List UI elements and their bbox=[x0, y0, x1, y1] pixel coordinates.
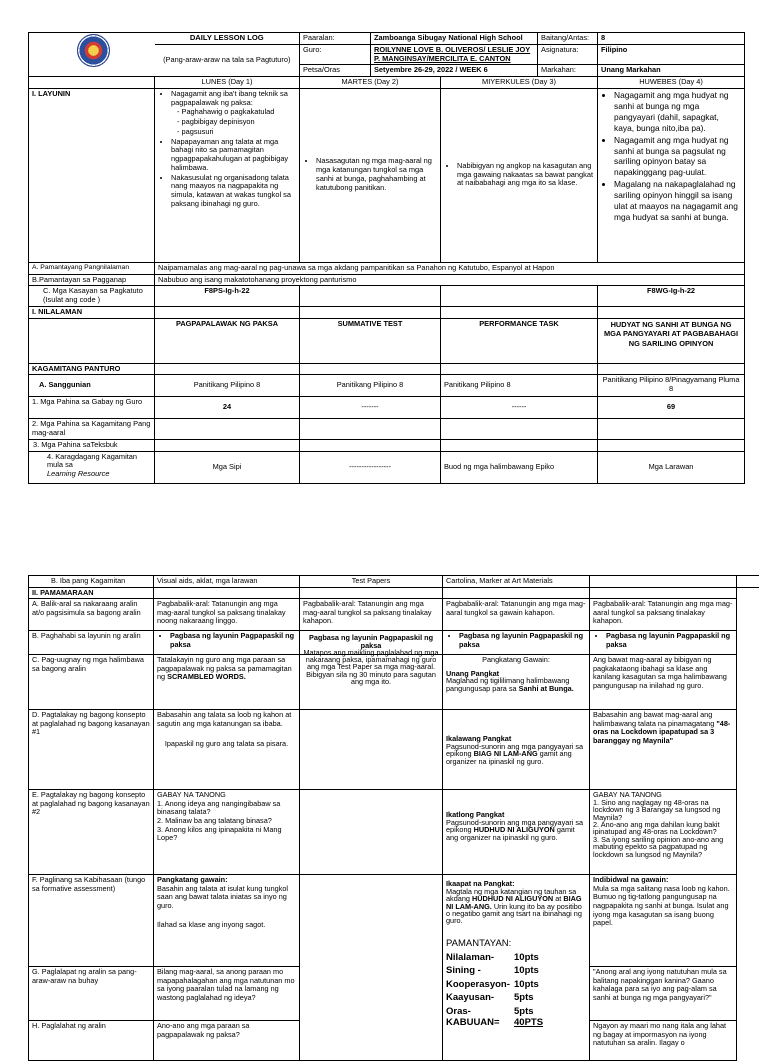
row-e-label: E. Pagtalakay ng bagong konsepto at paglalahad ng bagong kasanayan #2 bbox=[29, 790, 154, 875]
pamamaraan-label: II. PAMAMARAAN bbox=[29, 587, 154, 599]
row-f-day3-bold2: BIAG NI LAM-ANG. bbox=[446, 894, 582, 911]
karagdagang-label bbox=[29, 451, 155, 483]
row-f-day3 bbox=[443, 875, 590, 1061]
gabay-day4: 69 bbox=[598, 397, 745, 419]
row-d-day1 bbox=[154, 710, 300, 790]
log-title: DAILY LESSON LOG bbox=[155, 33, 300, 45]
pamantayang-label: A. Pamantayang Pangnilalaman bbox=[29, 262, 155, 274]
pamantayan-points: 5pts bbox=[514, 1005, 534, 1017]
row-f-day3-text2: Urin kung ito ba ay positibo o negatibo gamit ang tsart na ibinahagi ng guro. bbox=[446, 901, 582, 926]
pamantayang-value: Naipamamalas ang mag-aaral ng pag-unawa sa mga akdang pampanitikan sa Panahon ng Katutubo, Espanyol at Hapon bbox=[155, 262, 745, 274]
day-header-4: HUWEBES (Day 4) bbox=[598, 77, 745, 89]
karagdagang-day3: Buod ng mga halimbawang Epiko bbox=[441, 451, 598, 483]
karagdagang-label-line2: Learning Resource bbox=[47, 468, 110, 478]
row-e-day1-question: 2. Malinaw ba ang talatang binasa? bbox=[157, 816, 272, 826]
row-a-label: A. Balik-aral sa nakaraang aralin at/o pagsisimula sa bagong aralin bbox=[29, 599, 154, 631]
row-h-day4: Ngayon ay maari mo nang itala ang lahat ng bagay at impormasyon na iyong natutuhan sa aralin. Ilagay o bbox=[590, 1021, 737, 1061]
karagdagang-day4: Mga Larawan bbox=[598, 451, 745, 483]
row-f-day1 bbox=[154, 875, 300, 967]
row-d-day1-note: Ipapaskil ng guro ang talata sa pisara. bbox=[164, 739, 289, 749]
row-c-label: C. Pag-uugnay ng mga halimbawa sa bagong aralin bbox=[29, 655, 154, 710]
pamantayan-rubric bbox=[446, 937, 586, 1029]
row-g-day1: Bilang mag-aaral, sa anong paraan mo mapapahalagahan ang mga natutunan mo sa iyong paaralan tulad na lamang ng wastong paglalahad ng ideya? bbox=[154, 967, 300, 1021]
row-d-day3 bbox=[443, 710, 590, 790]
layunin-d1-sub-item: - Paghahawig o pagkakatulad bbox=[186, 108, 296, 117]
pamantayan-total-value: 40PTS bbox=[514, 1017, 544, 1029]
row-a-day3: Pagbabalik-aral: Tatanungin ang mga mag-aaral tungkol sa gawain kahapon. bbox=[443, 599, 590, 631]
row-e-day1-question: 3. Anong kilos ang ipinapakita ni Mang Lope? bbox=[157, 824, 282, 843]
layunin-d1-item: • Nagagamit ang iba't ibang teknik sa pagpapalawak ng paksa: bbox=[171, 90, 296, 107]
row-f-day4-text: Mula sa mga salitang nasa loob ng kahon. Bumuo ng tig-tatlong pangungusap na nagpapakita ng sanhi at bunga. Isulat ang iyong mga kasagutan sa isang buong papel. bbox=[593, 883, 730, 928]
row-c-day3 bbox=[443, 655, 590, 710]
row-c-day1-text: Tatalakayin ng guro ang mga paraan sa pagpapalawak ng paksa sa pamamagitan ng bbox=[157, 655, 292, 682]
layunin-day2 bbox=[300, 88, 441, 262]
row-b-day4-item: • Pagbasa ng layunin Pagpapaskil ng paksa bbox=[606, 632, 733, 649]
row-e-day4-question: 1. Sino ang naglagay ng 48-oras na lockdown ng 3 Barangay sa lungsod ng Maynila? bbox=[593, 797, 721, 822]
row-f-day3-bold1: HUDHUD NI ALIGUYON bbox=[471, 894, 554, 904]
layunin-d4-item: • Nagagamit ang mga hudyat ng sanhi at bunga ng mga pangyayari (dahil, sapagkat, kaya, bunga nito,iba pa). bbox=[614, 90, 741, 134]
nilalaman-day1: PAGPAPALAWAK NG PAKSA bbox=[155, 318, 300, 363]
row-b-label: B. Paghahabi sa layunin ng aralin bbox=[29, 631, 154, 655]
pamantayan-points: 10pts bbox=[514, 951, 539, 963]
row-e-day1 bbox=[154, 790, 300, 875]
pamantayan-points: 5pts bbox=[514, 992, 534, 1004]
teacher-value: ROILYNNE LOVE B. OLIVEROS/ LESLIE JOY P. MANGINSAY/MERCILITA E. CANTON bbox=[371, 44, 538, 64]
pamantayan-row bbox=[446, 964, 586, 977]
pamantayan-points: 10pts bbox=[514, 978, 539, 990]
row-e-day4 bbox=[590, 790, 737, 875]
row-d-day3-group2: Ikalawang Pangkat bbox=[446, 734, 512, 744]
gabay-label: 1. Mga Pahina sa Gabay ng Guro bbox=[29, 397, 155, 419]
quarter-label: Markahan: bbox=[538, 65, 598, 77]
layunin-d4-item: • Nagagamit ang mga hudyat ng sanhi at bunga sa pagsulat ng sariling opinyon batay sa napakinggang pag-uulat. bbox=[614, 135, 741, 179]
kasanayan-label: C. Mga Kasayan sa Pagkatuto (Isulat ang code ) bbox=[29, 286, 155, 306]
nilalaman-day3: PERFORMANCE TASK bbox=[441, 318, 598, 363]
quarter-value: Unang Markahan bbox=[598, 65, 745, 77]
row-d-day1-text: Babasahin ang talata sa loob ng kahon at sagutin ang mga katanungan sa ibaba. bbox=[157, 710, 292, 728]
pamantayan-criterion: Sining - bbox=[446, 965, 481, 977]
row-c-day3-text: Maglahad ng tigililimang halimbawang pangungusap para sa bbox=[446, 676, 570, 693]
day-header-2: MARTES (Day 2) bbox=[300, 77, 441, 89]
layunin-d1-item: • Nakasusulat ng organisadong talata nang maayos na nagpapakita ng simula, katawan at wakas tungkol sa paksang ibinahagi ng guro. bbox=[171, 174, 296, 209]
row-d-day4 bbox=[590, 710, 737, 790]
row-a-day4: Pagbabalik-aral: Tatanungin ang mga mag-aaral tungkol sa paksang tinalakay kahapon. bbox=[590, 599, 737, 631]
kagamitan-label: KAGAMITANG PANTURO bbox=[29, 363, 155, 375]
deped-seal-icon bbox=[77, 34, 110, 67]
row-b-day4 bbox=[590, 631, 737, 655]
paganap-label: B.Pamantayan sa Pagganap bbox=[29, 274, 155, 286]
row-h-day1: Ano-ano ang mga paraan sa pagpapalawak ng paksa? bbox=[154, 1021, 300, 1061]
subject-value: Filipino bbox=[598, 44, 745, 64]
sanggunian-day2: Panitikang Pilipino 8 bbox=[300, 375, 441, 397]
row-c-day3-group1: Unang Pangkat bbox=[446, 668, 500, 678]
day-header-blank bbox=[29, 77, 155, 89]
sanggunian-label: A. Sanggunian bbox=[29, 375, 155, 397]
row-f-day1-note: Ilahad sa klase ang inyong sagot. bbox=[157, 919, 266, 929]
layunin-d4-item: • Magalang na nakapaglalahad ng sariling opinyon hinggil sa isang ulat at maayos na nagagamit ang mga hudyat sa sanhi at bunga. bbox=[614, 179, 741, 223]
pamantayan-row bbox=[446, 978, 586, 991]
kagamitang-pahina-label: 2. Mga Pahina sa Kagamitang Pang mag-aaral bbox=[29, 419, 155, 439]
row-e-day3-group3: Ikatlong Pangkat bbox=[446, 810, 505, 820]
day-header-1: LUNES (Day 1) bbox=[155, 77, 300, 89]
row-e-day1-head: GABAY NA TANONG bbox=[157, 790, 226, 800]
row-b-day3 bbox=[443, 631, 590, 655]
row-c-day3-head: Pangkatang Gawain: bbox=[482, 655, 550, 665]
teksbuk-label: 3. Mga Pahina saTeksbuk bbox=[29, 439, 155, 451]
code-day4: F8WG-Ig-h-22 bbox=[598, 286, 745, 306]
row-e-day3-bold: HUDHUD NI ALIGUYON bbox=[473, 825, 555, 835]
layunin-d1-item: • Napapayaman ang talata at mga bahagi nito sa pamamagitan ngpagpapakahulugan at pagbibigay halimbawa. bbox=[171, 138, 296, 173]
row-a-day2: Pagbabalik-aral: Tatanungin ang mga mag-aaral tungkol sa paksang tinalakay kahapon. bbox=[300, 599, 443, 631]
row-d-day3-bold: BIAG NI LAM-ANG bbox=[473, 749, 538, 759]
school-label: Paaralan: bbox=[300, 33, 371, 45]
grade-value: 8 bbox=[598, 33, 745, 45]
pamantayan-list bbox=[446, 951, 586, 1018]
nilalaman-day2: SUMMATIVE TEST bbox=[300, 318, 441, 363]
school-value: Zamboanga Sibugay National High School bbox=[371, 33, 538, 45]
date-label: Petsa/Oras bbox=[300, 65, 371, 77]
pamantayan-total-label: KABUUAN= bbox=[446, 1017, 500, 1029]
date-value: Setyembre 26-29, 2022 / WEEK 6 bbox=[371, 65, 538, 77]
sanggunian-day1: Panitikang Pilipino 8 bbox=[155, 375, 300, 397]
pamantayan-row bbox=[446, 951, 586, 964]
lesson-log-table-page1 bbox=[28, 32, 745, 484]
row-f-day3-and: at bbox=[553, 894, 564, 904]
row-f-label: F. Paglinang sa Kabihasaan (tungo sa formative assessment) bbox=[29, 875, 154, 967]
layunin-d2-item: • Nasasagutan ng mga mag-aaral ng mga katanungan tungkol sa mga sanhi at bunga, paghahambing at katutubong panitikan. bbox=[316, 157, 437, 192]
teacher-label: Guro: bbox=[300, 44, 371, 64]
pamantayan-points: 10pts bbox=[514, 965, 539, 977]
row-e-day4-question: 3. Sa iyong sariling opinion ano-ano ang mabuting epekto sa pagpatupad ng lockdown sa lungsod ng Maynila? bbox=[593, 834, 724, 859]
row-e-day3-text2: gamit ang organizer na ipinaskil ng guro. bbox=[446, 825, 575, 842]
karagdagang-label-line1: 4. Karagdagang Kagamitan mula sa bbox=[47, 451, 137, 470]
row-a-day1: Pagbabalik-aral: Tatanungin ang mga mag-aaral tungkol sa paksang tinalakay noong nakaraang linggo. bbox=[154, 599, 300, 631]
row-e-day1-question: 1. Anong ideya ang nangingibabaw sa binasang talata? bbox=[157, 798, 281, 817]
row-f-day1-text: Basahin ang talata at isulat kung tungkol saan ang bawat talata iniatas sa inyo ng guro. bbox=[157, 883, 289, 911]
pamantayan-criterion: Kaayusan- bbox=[446, 992, 495, 1004]
gabay-day2: ------- bbox=[300, 397, 441, 419]
row-d-day3-text: Pagsunod-sunorin ang mga pangyayari sa epikong bbox=[446, 741, 584, 759]
row-e-day4-question: 2. Ano-ano ang mga dahilan kung bakit ipinatupad ang 48-oras na Lockdown? bbox=[593, 819, 720, 837]
iba-day2: Test Papers bbox=[300, 576, 443, 588]
row-d-day4-text: Babasahin ang bawat mag-aaral ang halimbawang talata na pinamagatang bbox=[593, 710, 717, 728]
row-d-day4-bold: "48-oras na Lockdown ipapatupad sa 3 baranggay ng Maynila" bbox=[593, 718, 731, 746]
row-b-day2-item: Pagbasa ng layunin Pagpapaskil ng paksa bbox=[308, 633, 434, 650]
row-c-day2 bbox=[300, 633, 443, 710]
pamantayan-row bbox=[446, 991, 586, 1004]
row-d-day3-text2: gamit ang organizer na ipinaskil ng guro. bbox=[446, 749, 572, 766]
row-b-day1-item: • Pagbasa ng layunin Pagpapaskil ng paksa bbox=[170, 632, 296, 649]
code-day1: F8PS-Ig-h-22 bbox=[155, 286, 300, 306]
gabay-day3: ------ bbox=[441, 397, 598, 419]
karagdagang-day2: ----------------- bbox=[300, 451, 441, 483]
pamantayan-criterion: Oras- bbox=[446, 1005, 471, 1017]
layunin-day4 bbox=[598, 88, 745, 262]
grade-label: Baitang/Antas: bbox=[538, 33, 598, 45]
karagdagang-day1: Mga Sipi bbox=[155, 451, 300, 483]
layunin-d1-sub-item: - pagbibigay depinisyon bbox=[186, 118, 296, 127]
gabay-day1: 24 bbox=[155, 397, 300, 419]
nilalaman-label: I. NILALAMAN bbox=[29, 306, 155, 318]
sanggunian-day3: Panitikang Pilipino 8 bbox=[441, 375, 598, 397]
log-subtitle: (Pang-araw-araw na tala sa Pagtuturo) bbox=[155, 44, 300, 76]
row-e-day3 bbox=[443, 790, 590, 875]
layunin-label: I. LAYUNIN bbox=[29, 88, 155, 262]
iba-day1: Visual aids, aklat, mga larawan bbox=[154, 576, 300, 588]
row-h-label: H. Paglalahat ng aralin bbox=[29, 1021, 154, 1061]
subject-label: Asignatura: bbox=[538, 44, 598, 64]
row-f-day4 bbox=[590, 875, 737, 967]
layunin-day1 bbox=[155, 88, 300, 262]
row-d-label: D. Pagtalakay ng bagong konsepto at paglalahad ng bagong kasanayan #1 bbox=[29, 710, 154, 790]
row-b-day3-item: • Pagbasa ng layunin Pagpapaskil ng paksa bbox=[459, 632, 586, 649]
row-g-day4: "Anong aral ang iyong natutuhan mula sa balitang napakinggan kanina? Gaano kahalaga para sa iyo ang pag-alam sa sanhi at bunga ng mga pangyayari?" bbox=[590, 967, 737, 1021]
pamantayan-row bbox=[446, 1005, 586, 1018]
lesson-log-table-page2 bbox=[28, 575, 759, 1061]
layunin-d1-sub-item: - pagsusuri bbox=[186, 128, 296, 137]
row-f-day3-text: Magtala ng mga katangian ng tauhan sa akdang bbox=[446, 886, 577, 904]
row-f-day1-head: Pangkatang gawain: bbox=[157, 875, 228, 885]
pamantayan-total bbox=[446, 1018, 586, 1028]
row-f-day3-group4: Ikaapat na Pangkat: bbox=[446, 879, 515, 889]
day-header-3: MIYERKULES (Day 3) bbox=[441, 77, 598, 89]
row-g-label: G. Paglalapat ng aralin sa pang-araw-araw na buhay bbox=[29, 967, 154, 1021]
nilalaman-day4: HUDYAT NG SANHI AT BUNGA NG MGA PANGYAYARI AT PAGBABAHAGI NG SARILING OPINYON bbox=[598, 318, 745, 363]
sanggunian-day4: Panitikang Pilipino 8/Pinagyamang Pluma 8 bbox=[598, 375, 745, 397]
row-c-day1-bold: SCRAMBLED WORDS. bbox=[167, 672, 246, 682]
pamantayan-head: PAMANTAYAN: bbox=[446, 937, 512, 949]
paganap-value: Nabubuo ang isang makatotohanang proyektong panturismo bbox=[155, 274, 745, 286]
iba-day3: Cartolina, Marker at Art Materials bbox=[443, 576, 590, 588]
deped-seal bbox=[29, 33, 155, 77]
row-e-day4-head: GABAY NA TANONG bbox=[593, 790, 662, 800]
row-c-day2-text: Matapos ang maikling paglalahad ng mga nakaraang paksa, ipamamahagi ng guro ang mga Test Paper sa mga mag-aaral. Bibigyan sila ng 30 minuto para sagutan ang mga ito. bbox=[303, 647, 439, 686]
layunin-day3 bbox=[441, 88, 598, 262]
pamantayan-criterion: Nilalaman- bbox=[446, 951, 495, 963]
row-c-day1 bbox=[154, 655, 300, 710]
row-b-day1 bbox=[154, 631, 300, 655]
row-c-day4: Ang bawat mag-aaral ay bibigyan ng pagkakataong ibahagi sa klase ang kanilang kasagutan sa mga halimbawang pangungusap na inilahad ng guro. bbox=[590, 655, 737, 710]
row-f-day4-head: Indibidwal na gawain: bbox=[593, 875, 669, 885]
iba-label: B. Iba pang Kagamitan bbox=[29, 576, 154, 588]
row-c-day3-bold: Sanhi at Bunga. bbox=[518, 683, 574, 693]
layunin-d3-item: • Nabibigyan ng angkop na kasagutan ang mga gawaing nakaatas sa bawat pangkat at naibabahagi ang mga ito sa klase. bbox=[457, 162, 594, 188]
pamantayan-criterion: Kooperasyon- bbox=[446, 978, 510, 990]
row-e-day3-text: Pagsunod-sunorin ang mga pangyayari sa epikong bbox=[446, 817, 584, 835]
